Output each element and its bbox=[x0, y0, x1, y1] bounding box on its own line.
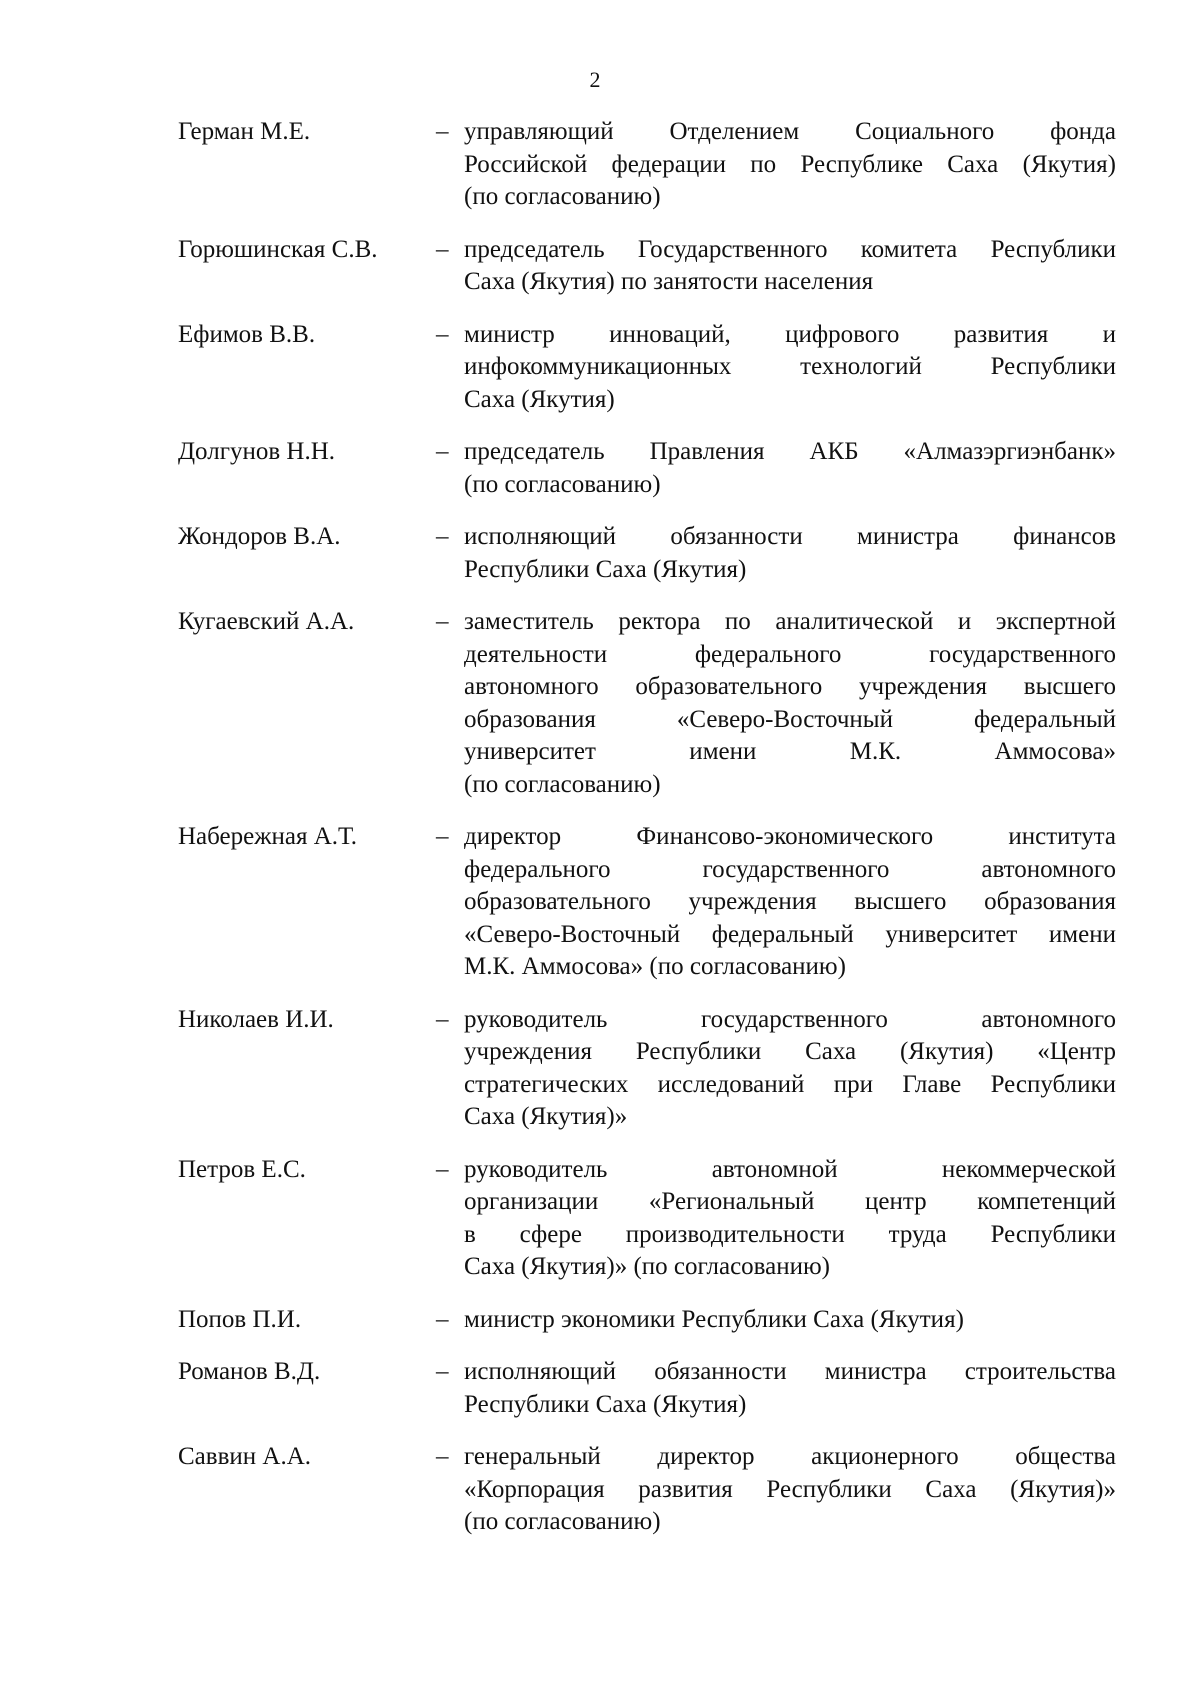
page-number: 2 bbox=[589, 67, 601, 92]
member-name: Саввин А.А. bbox=[178, 1443, 311, 1470]
position-line: организации «Региональный центр компетенций bbox=[464, 1188, 1116, 1215]
dash-separator: – bbox=[436, 1305, 449, 1333]
position-line: (по согласованию) bbox=[464, 1508, 661, 1535]
position-line: заместитель ректора по аналитической и экспертной bbox=[464, 608, 1116, 635]
member-row bbox=[178, 234, 1116, 299]
dash-separator: – bbox=[436, 1005, 449, 1033]
member-name: Романов В.Д. bbox=[178, 1358, 321, 1385]
dash-separator: – bbox=[436, 523, 449, 550]
member-position bbox=[464, 1154, 1116, 1284]
dash-separator: – bbox=[436, 1155, 449, 1183]
member-position bbox=[464, 116, 1116, 214]
position-line: Саха (Якутия) по занятости населения bbox=[464, 268, 874, 295]
member-name: Горюшинская С.В. bbox=[178, 235, 378, 263]
position-line: управляющий Отделением Социального фонда bbox=[464, 118, 1116, 145]
dash-separator: – bbox=[436, 1443, 449, 1470]
dash-separator: – bbox=[436, 1358, 449, 1385]
member-position bbox=[464, 521, 1116, 586]
member-row bbox=[178, 116, 1116, 214]
position-line: Саха (Якутия) bbox=[464, 385, 615, 413]
member-row bbox=[178, 521, 1116, 586]
position-line: министр экономики Республики Саха (Якутия) bbox=[464, 1305, 964, 1333]
position-line: Российской федерации по Республике Саха (Якутия) bbox=[464, 150, 1116, 178]
member-name: Кугаевский А.А. bbox=[178, 608, 355, 635]
member-position bbox=[464, 234, 1116, 299]
members-list bbox=[178, 116, 1116, 1559]
position-line: в сфере производительности труда Республики bbox=[464, 1220, 1116, 1248]
dash-separator: – bbox=[436, 235, 449, 263]
position-line: учреждения Республики Саха (Якутия) «Центр bbox=[464, 1038, 1116, 1065]
position-line: деятельности федерального государственного bbox=[464, 640, 1116, 668]
member-row bbox=[178, 319, 1116, 417]
member-name: Жондоров В.А. bbox=[178, 523, 341, 550]
member-name: Набережная А.Т. bbox=[178, 823, 358, 850]
position-line: федерального государственного автономного bbox=[464, 855, 1116, 883]
member-name: Долгунов Н.Н. bbox=[178, 438, 335, 465]
position-line: председатель Правления АКБ «Алмазэргиэнбанк» bbox=[464, 438, 1116, 465]
member-row bbox=[178, 821, 1116, 984]
position-line: руководитель автономной некоммерческой bbox=[464, 1155, 1116, 1183]
position-line: руководитель государственного автономного bbox=[464, 1005, 1116, 1033]
position-line: Республики Саха (Якутия) bbox=[464, 1390, 747, 1418]
position-line: «Северо-Восточный федеральный университет имени bbox=[464, 920, 1116, 948]
member-row bbox=[178, 606, 1116, 801]
position-line: автономного образовательного учреждения высшего bbox=[464, 673, 1116, 700]
member-row bbox=[178, 436, 1116, 501]
dash-separator: – bbox=[436, 118, 449, 145]
member-row bbox=[178, 1304, 1116, 1337]
position-line: директор Финансово-экономического института bbox=[464, 823, 1116, 850]
member-name: Герман М.Е. bbox=[178, 118, 311, 145]
dash-separator: – bbox=[436, 438, 449, 465]
member-name: Петров Е.С. bbox=[178, 1155, 306, 1183]
position-line: Саха (Якутия)» bbox=[464, 1103, 628, 1130]
member-name: Ефимов В.В. bbox=[178, 320, 316, 348]
member-position bbox=[464, 1356, 1116, 1421]
position-line: образования «Северо-Восточный федеральный bbox=[464, 705, 1116, 733]
member-name: Николаев И.И. bbox=[178, 1005, 334, 1033]
position-line: университет имени М.К. Аммосова» bbox=[464, 738, 1116, 765]
position-line: (по согласованию) bbox=[464, 183, 661, 210]
position-line: Республики Саха (Якутия) bbox=[464, 555, 747, 583]
position-line: инфокоммуникационных технологий Республики bbox=[464, 353, 1116, 380]
member-position bbox=[464, 319, 1116, 417]
member-position bbox=[464, 1304, 1116, 1337]
position-line: (по согласованию) bbox=[464, 470, 661, 498]
member-position bbox=[464, 1441, 1116, 1539]
position-line: министр инноваций, цифрового развития и bbox=[464, 320, 1116, 348]
dash-separator: – bbox=[436, 608, 449, 635]
position-line: образовательного учреждения высшего образования bbox=[464, 888, 1116, 915]
member-row bbox=[178, 1004, 1116, 1134]
position-line: председатель Государственного комитета Республики bbox=[464, 235, 1116, 263]
position-line: (по согласованию) bbox=[464, 770, 661, 798]
dash-separator: – bbox=[436, 823, 449, 850]
position-line: «Корпорация развития Республики Саха (Якутия)» bbox=[464, 1475, 1116, 1503]
member-row bbox=[178, 1441, 1116, 1539]
position-line: стратегических исследований при Главе Республики bbox=[464, 1070, 1116, 1098]
position-line: Саха (Якутия)» (по согласованию) bbox=[464, 1253, 830, 1280]
dash-separator: – bbox=[436, 320, 449, 348]
member-position bbox=[464, 1004, 1116, 1134]
position-line: М.К. Аммосова» (по согласованию) bbox=[464, 953, 846, 980]
member-row bbox=[178, 1356, 1116, 1421]
member-position bbox=[464, 821, 1116, 984]
position-line: генеральный директор акционерного общества bbox=[464, 1443, 1116, 1470]
position-line: исполняющий обязанности министра строительства bbox=[464, 1358, 1116, 1385]
member-row bbox=[178, 1154, 1116, 1284]
position-line: исполняющий обязанности министра финансов bbox=[464, 523, 1116, 550]
member-position bbox=[464, 606, 1116, 801]
member-name: Попов П.И. bbox=[178, 1305, 302, 1333]
member-position bbox=[464, 436, 1116, 501]
